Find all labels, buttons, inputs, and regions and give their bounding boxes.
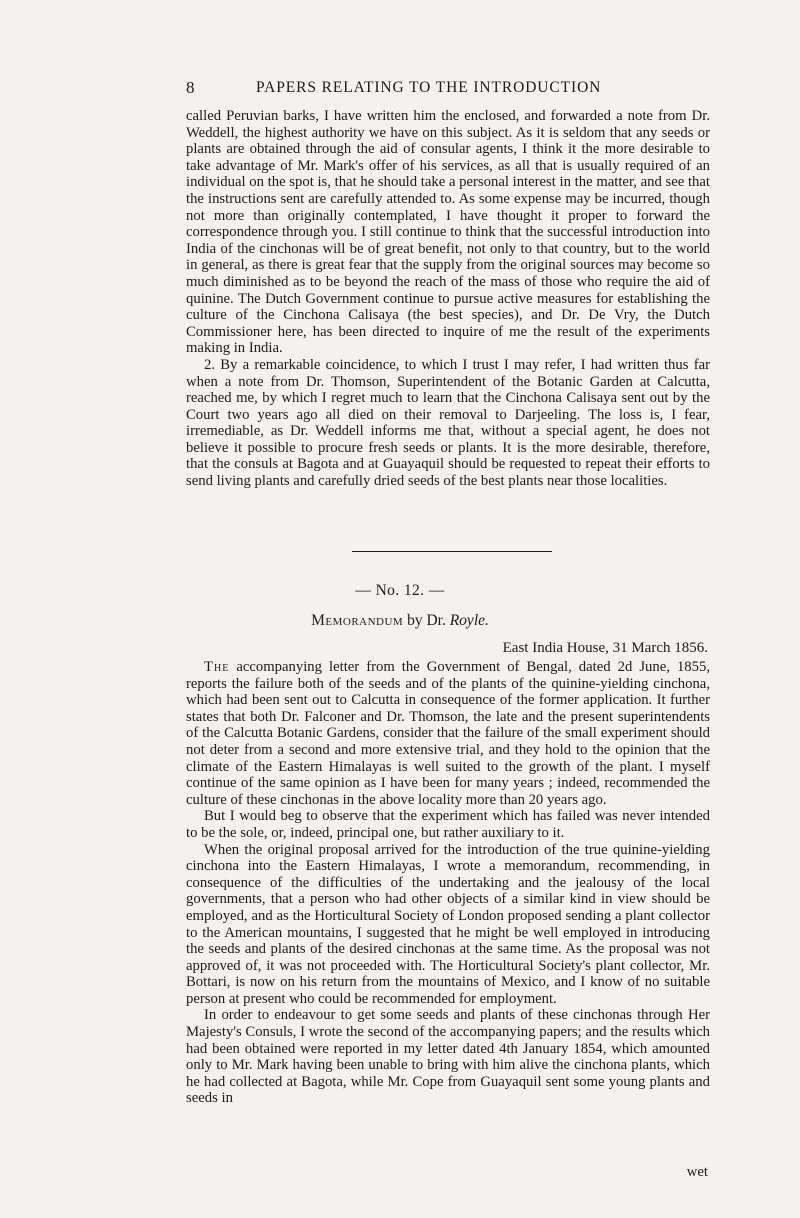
running-head: PAPERS RELATING TO THE INTRODUCTION <box>256 79 602 96</box>
dateline: East India House, 31 March 1856. <box>502 640 708 656</box>
catchword: wet <box>686 1164 708 1180</box>
memo-paragraph-1 <box>186 659 710 808</box>
letter-text <box>186 108 710 490</box>
memo-paragraph-4: In order to endeavour to get some seeds and plants of these cinchonas through Her Majesty's Consuls, I wrote the second of the accompanying papers; and the results which had been obtained were reported in my letter dated 4th January 1854, which amounted only to Mr. Mark having been unable to bring with him alive the cinchona plants, which he had collected at Bagota, while Mr. Cope from Guayaquil sent some young plants and seeds in <box>186 1007 710 1107</box>
page-header <box>0 78 800 98</box>
memorandum-by: by Dr. <box>407 612 446 629</box>
page-number: 8 <box>186 78 195 97</box>
memorandum-author: Royle. <box>449 612 489 629</box>
memorandum-label: Memorandum <box>311 612 404 629</box>
letter-paragraph-2: 2. By a remarkable coincidence, to which I trust I may refer, I had written thus far when a note from Dr. Thomson, Superintendent of the Botanic Garden at Calcutta, reached me, by which I regret much to learn that the Cinchona Calisaya sent out by the Court two years ago all died on their removal to Darjeeling. The loss is, I fear, irremediable, as Dr. Weddell informs me that, without a special agent, he does not believe it possible to procure fresh seeds or plants. It is the more desirable, therefore, that the consuls at Bagota and at Guayaquil should be requested to repeat their efforts to send living plants and carefully dried seeds of the best plants near those localities. <box>186 356 710 490</box>
letter-paragraph-1: called Peruvian barks, I have written him the enclosed, and forwarded a note from Dr. Weddell, the highest authority we have on this subject. As it is seldom that any seeds or plants are obtained through the aid of consular agents, I think it the more desirable to take advantage of Mr. Mark's offer of his services, as all that is usually required of an individual on the spot is, that he should take a personal interest in the matter, and see that the instructions sent are carefully attended to. As some expense may be incurred, though not more than originally contemplated, I have thought it proper to forward the correspondence through you. I still continue to think that the successful introduction into India of the cinchonas will be of great benefit, not only to that country, but to the world in general, as there is great fear that the supply from the original sources may become so much diminished as to be beyond the reach of the mass of those who require the aid of quinine. The Dutch Government continue to pursue active measures for establishing the culture of the Cinchona Calisaya (the best species), and Dr. De Vry, the Dutch Commissioner here, has been directed to inquire of me the result of the experiments making in India. <box>186 108 710 357</box>
memo-paragraph-1-body: accompanying letter from the Government of Bengal, dated 2d June, 1855, reports the failure both of the seeds and of the plants of the quinine-yielding cinchona, which had been sent out to Calcutta in consequence of the former application. It further states that both Dr. Falconer and Dr. Thomson, the late and the present superintendents of the Calcutta Botanic Gardens, consider that the failure of the small experiment should not deter from a second and more extensive trial, and they hold to the opinion that the climate of the Eastern Himalayas is well suited to the growth of the plant. I myself continue of the same opinion as I have been for many years ; indeed, recommended the culture of these cinchonas in the above locality more than 20 years ago. <box>186 659 710 808</box>
memo-paragraph-3: When the original proposal arrived for the introduction of the true quinine-yielding cinchona into the Eastern Himalayas, I wrote a memorandum, recommending, in consequence of the difficulties of the undertaking and the jealousy of the local governments, that a person who had other objects of a similar kind in view should be employed, and as the Horticultural Society of London proposed sending a plant collector to the American mountains, I suggested that he might be well employed in introducing the seeds and plants of the desired cinchonas at the same time. As the proposal was not approved of, it was not proceeded with. The Horticultural Society's plant collector, Mr. Bottari, is now on his return from the mountains of Mexico, and I know of no suitable person at present who could be recommended for employment. <box>186 841 710 1007</box>
memorandum-heading <box>0 612 800 630</box>
section-divider <box>352 551 552 552</box>
memorandum-text <box>186 659 710 1107</box>
memo-lead-word: The <box>204 659 230 675</box>
document-number: — No. 12. — <box>355 582 445 599</box>
memo-paragraph-2: But I would beg to observe that the experiment which has failed was never intended to be the sole, or, indeed, principal one, but rather auxiliary to it. <box>186 808 710 841</box>
